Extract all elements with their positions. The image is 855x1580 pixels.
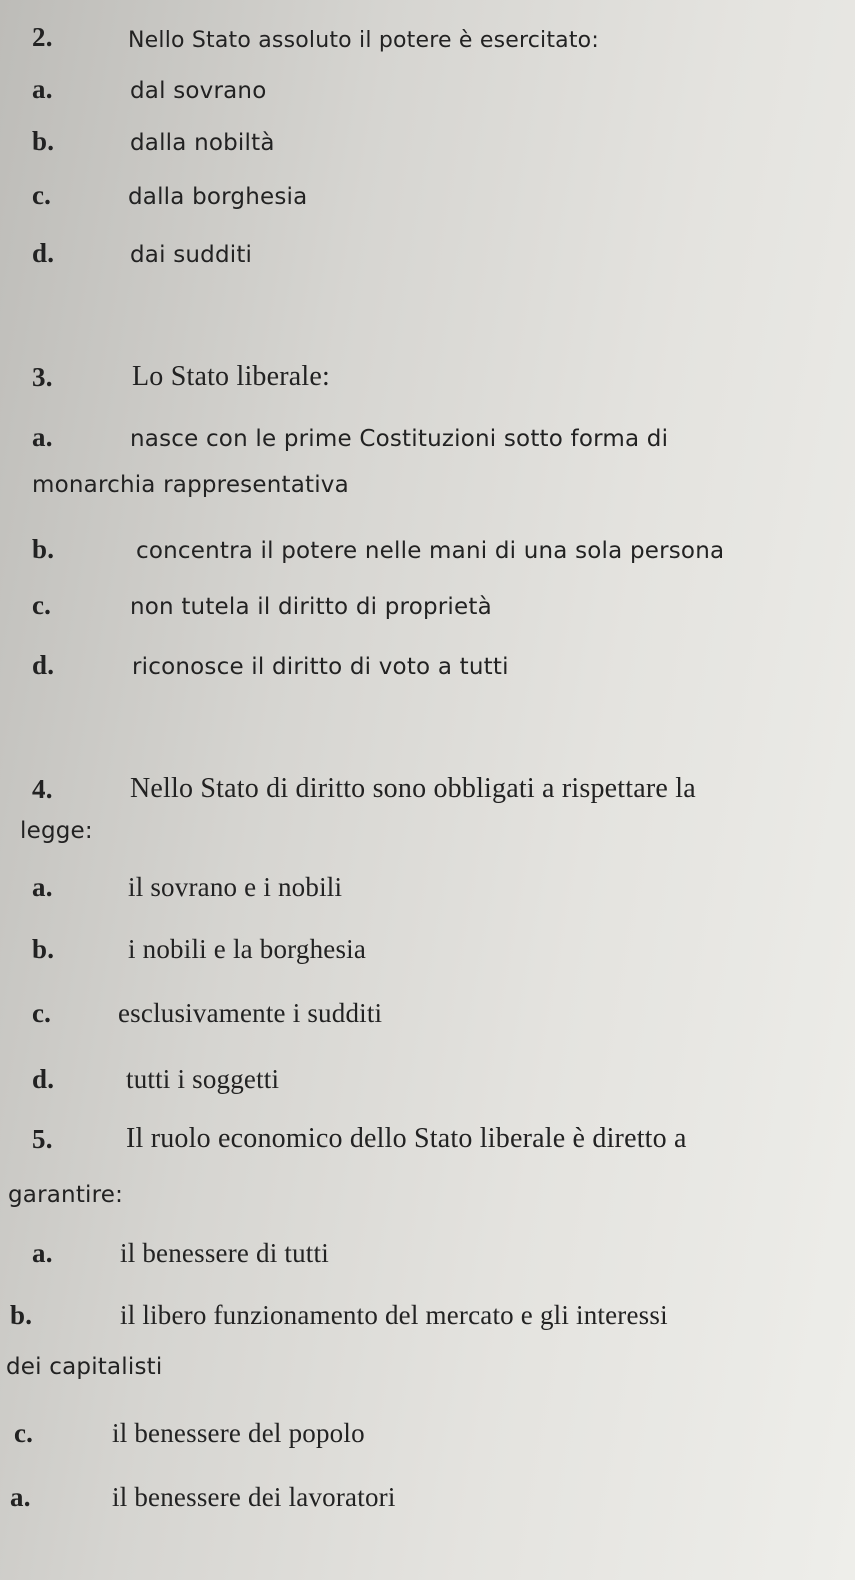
question-text: Nello Stato di diritto sono obbligati a rispettare la (130, 773, 696, 804)
option-text: dai sudditi (130, 242, 253, 268)
option-letter: b. (32, 534, 55, 564)
option-text: dalla borghesia (128, 184, 308, 210)
option-letter: a. (32, 1238, 53, 1268)
question-text-continuation: garantire: (8, 1182, 124, 1208)
question-text: Il ruolo economico dello Stato liberale è diretto a (126, 1123, 687, 1154)
option-text: tutti i soggetti (126, 1064, 280, 1094)
option-letter: a. (10, 1482, 31, 1512)
option-text: il benessere del popolo (112, 1418, 365, 1448)
option-text-continuation: dei capitalisti (6, 1354, 163, 1380)
option-text: il sovrano e i nobili (128, 872, 343, 902)
option-letter: a. (32, 422, 53, 452)
option-text: concentra il potere nelle mani di una sola persona (136, 538, 725, 564)
option-text-continuation: monarchia rappresentativa (32, 472, 349, 498)
option-letter: c. (32, 590, 52, 620)
option-text: il benessere dei lavoratori (112, 1482, 396, 1512)
option-text: dal sovrano (130, 78, 267, 104)
question-number: 5. (32, 1124, 53, 1154)
option-letter: d. (32, 650, 55, 680)
question-number: 4. (32, 774, 53, 804)
option-letter: d. (32, 238, 55, 268)
option-text: dalla nobiltà (130, 130, 275, 156)
question-number: 2. (32, 22, 53, 52)
option-text: i nobili e la borghesia (128, 934, 367, 964)
option-letter: a. (32, 872, 53, 902)
option-letter: a. (32, 74, 53, 104)
option-text: nasce con le prime Costituzioni sotto forma di (130, 426, 669, 452)
option-text: esclusivamente i sudditi (118, 998, 383, 1028)
option-text: il libero funzionamento del mercato e gli interessi (120, 1300, 668, 1330)
option-text: non tutela il diritto di proprietà (130, 594, 492, 620)
option-letter: d. (32, 1064, 55, 1094)
option-letter: b. (32, 934, 55, 964)
option-letter: b. (32, 126, 55, 156)
option-text: il benessere di tutti (120, 1238, 329, 1268)
option-letter: b. (10, 1300, 33, 1330)
question-text-continuation: legge: (20, 818, 93, 844)
option-letter: c. (32, 180, 52, 210)
option-text: riconosce il diritto di voto a tutti (132, 654, 509, 680)
option-letter: c. (14, 1418, 34, 1448)
question-number: 3. (32, 362, 53, 392)
question-text: Nello Stato assoluto il potere è esercitato: (128, 28, 599, 53)
option-letter: c. (32, 998, 52, 1028)
question-text: Lo Stato liberale: (132, 361, 330, 392)
